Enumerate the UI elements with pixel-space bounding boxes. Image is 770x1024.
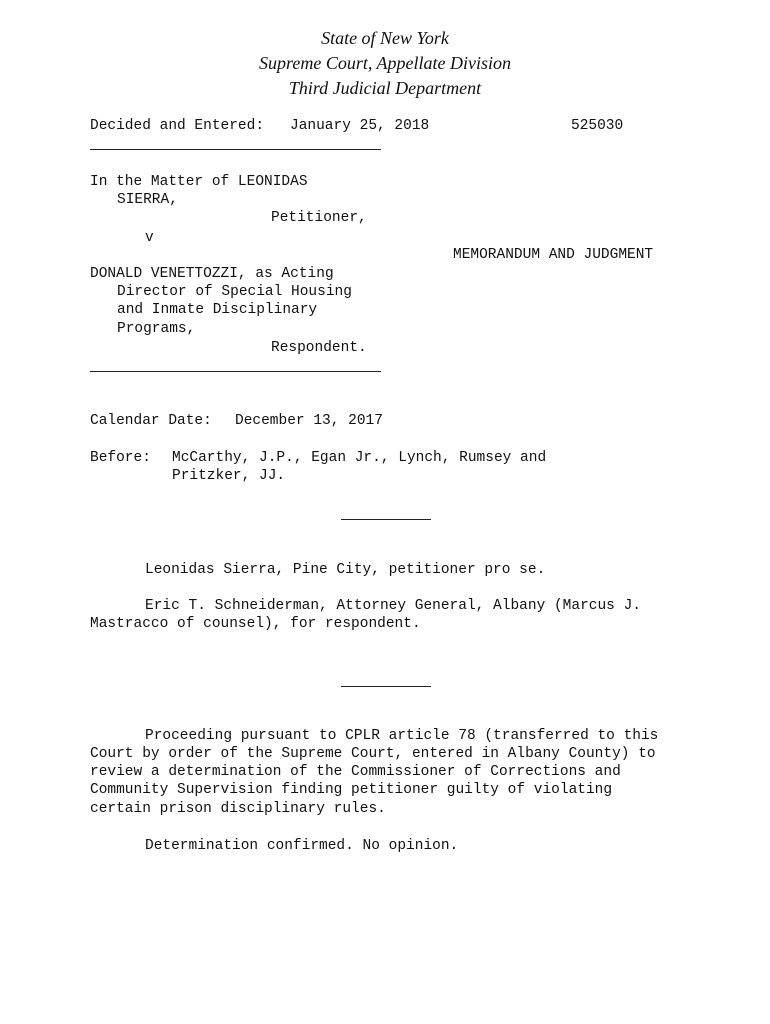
body-line-1: Proceeding pursuant to CPLR article 78 (transferred to this [145,728,659,744]
appearance-petitioner: Leonidas Sierra, Pine City, petitioner pro se. [145,562,546,578]
judgment-type: MEMORANDUM AND JUDGMENT [453,247,654,263]
versus: v [145,230,154,246]
docket-number: 525030 [571,118,624,134]
conclusion: Determination confirmed. No opinion. [145,838,459,854]
decided-label: Decided and Entered: [90,118,265,134]
petitioner-role: Petitioner, [271,210,367,226]
petitioner-name-line2: SIERRA, [117,192,178,208]
before-justices-line2: Pritzker, JJ. [172,468,286,484]
petitioner-name-line1: In the Matter of LEONIDAS [90,174,308,190]
court-department: Third Judicial Department [288,78,482,98]
appearance-respondent-line2: Mastracco of counsel), for respondent. [90,616,421,632]
respondent-name-line2: Director of Special Housing [117,284,352,300]
caption-bottom-rule [90,371,381,372]
body-line-2: Court by order of the Supreme Court, entered in Albany County) to [90,746,656,762]
decided-date: January 25, 2018 [290,118,430,134]
calendar-date: December 13, 2017 [235,413,383,429]
respondent-name-line3: and Inmate Disciplinary [117,302,318,318]
before-justices-line1: McCarthy, J.P., Egan Jr., Lynch, Rumsey and [172,450,547,466]
respondent-role: Respondent. [271,340,367,356]
respondent-name-line4: Programs, [117,321,196,337]
appearance-respondent-line1: Eric T. Schneiderman, Attorney General, Albany (Marcus J. [145,598,641,614]
before-label: Before: [90,450,151,466]
caption-top-rule [90,149,381,150]
calendar-label: Calendar Date: [90,413,212,429]
section-divider-1 [341,519,431,520]
section-divider-2 [341,686,431,687]
body-line-4: Community Supervision finding petitioner guilty of violating [90,782,613,798]
respondent-name-line1: DONALD VENETTOZZI, as Acting [90,266,334,282]
body-line-3: review a determination of the Commissioner of Corrections and [90,764,621,780]
court-division: Supreme Court, Appellate Division [259,53,511,73]
court-state: State of New York [321,28,449,48]
body-line-5: certain prison disciplinary rules. [90,801,386,817]
